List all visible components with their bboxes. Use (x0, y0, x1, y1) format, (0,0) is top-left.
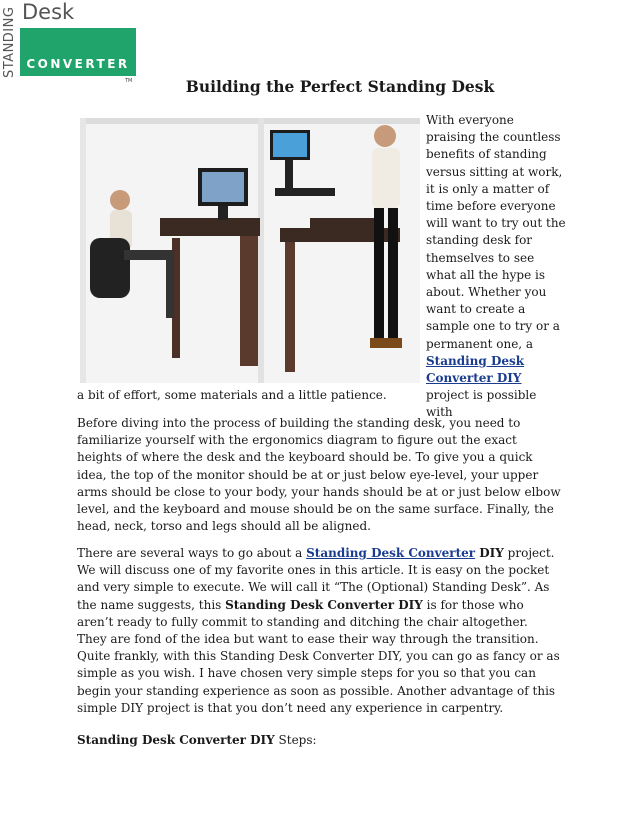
steps-heading (77, 732, 561, 749)
standing-desk-converter-logo (0, 0, 140, 82)
logo-converter-text: CONVERTER (26, 57, 130, 71)
intro-continuation: a bit of effort, some materials and a little patience. (77, 388, 387, 402)
logo-trademark: TM (125, 78, 133, 84)
intro-side-text (426, 112, 566, 422)
standing-desk-converter-diy-link[interactable]: Standing Desk Converter DIY (426, 353, 525, 386)
diy-bold: DIY (475, 546, 504, 560)
steps-heading-rest: Steps: (274, 733, 317, 747)
diy-text-end: is for those who aren’t ready to fully commit to standing and ditching the chair altogether. They are fond of the idea but want to ease their way through the transition. Quite frankly, with this Standing Desk Converter DIY, you can go as fancy or as simple as you wish. I have chosen very simple steps for you so that you can begin your standing experience as soon as possible. Another advantage of this simple DIY project is that you don’t need any experience in carpentry. (77, 597, 560, 715)
logo-desk-text: Desk (22, 0, 75, 24)
diy-text-start: There are several ways to go about a (77, 546, 307, 560)
standing-desk-converter-link[interactable]: Standing Desk Converter (306, 546, 476, 560)
steps-heading-bold: Standing Desk Converter DIY (77, 733, 275, 747)
logo-standing-text: STANDING (2, 6, 17, 78)
intro-text: With everyone praising the countless benefits of standing versus sitting at work, it is only a matter of time before everyone will want to try out the standing desk for themselves to see what all the hype is about. Whether you want to create a sample one to try or a permanent one, a (426, 113, 566, 351)
page-title: Building the Perfect Standing Desk (185, 77, 495, 96)
ergonomics-paragraph: Before diving into the process of building the standing desk, you need to familiarize yourself with the ergonomics diagram to figure out the exact heights of where the desk and the keyboard should be. To give you a quick idea, the top of the monitor should be at or just below eye-level, your upper arms should be close to your body, your hands should be at or just below elbow level, and the keyboard and mouse should be on the same surface. Finally, the head, neck, torso and legs should all be aligned. (77, 416, 561, 534)
diy-text-middle: project. We will discuss one of my favorite ones in this article. It is easy on the pocket and very simple to execute. We will call it “The (Optional) Standing Desk”. As the name suggests, this (77, 546, 555, 612)
standing-desk-photo (80, 118, 420, 383)
diy-paragraph (77, 545, 561, 717)
diy-bold-name: Standing Desk Converter DIY (225, 597, 423, 612)
logo-converter-block (20, 28, 136, 76)
intro-text-after: project is possible with (426, 388, 537, 420)
